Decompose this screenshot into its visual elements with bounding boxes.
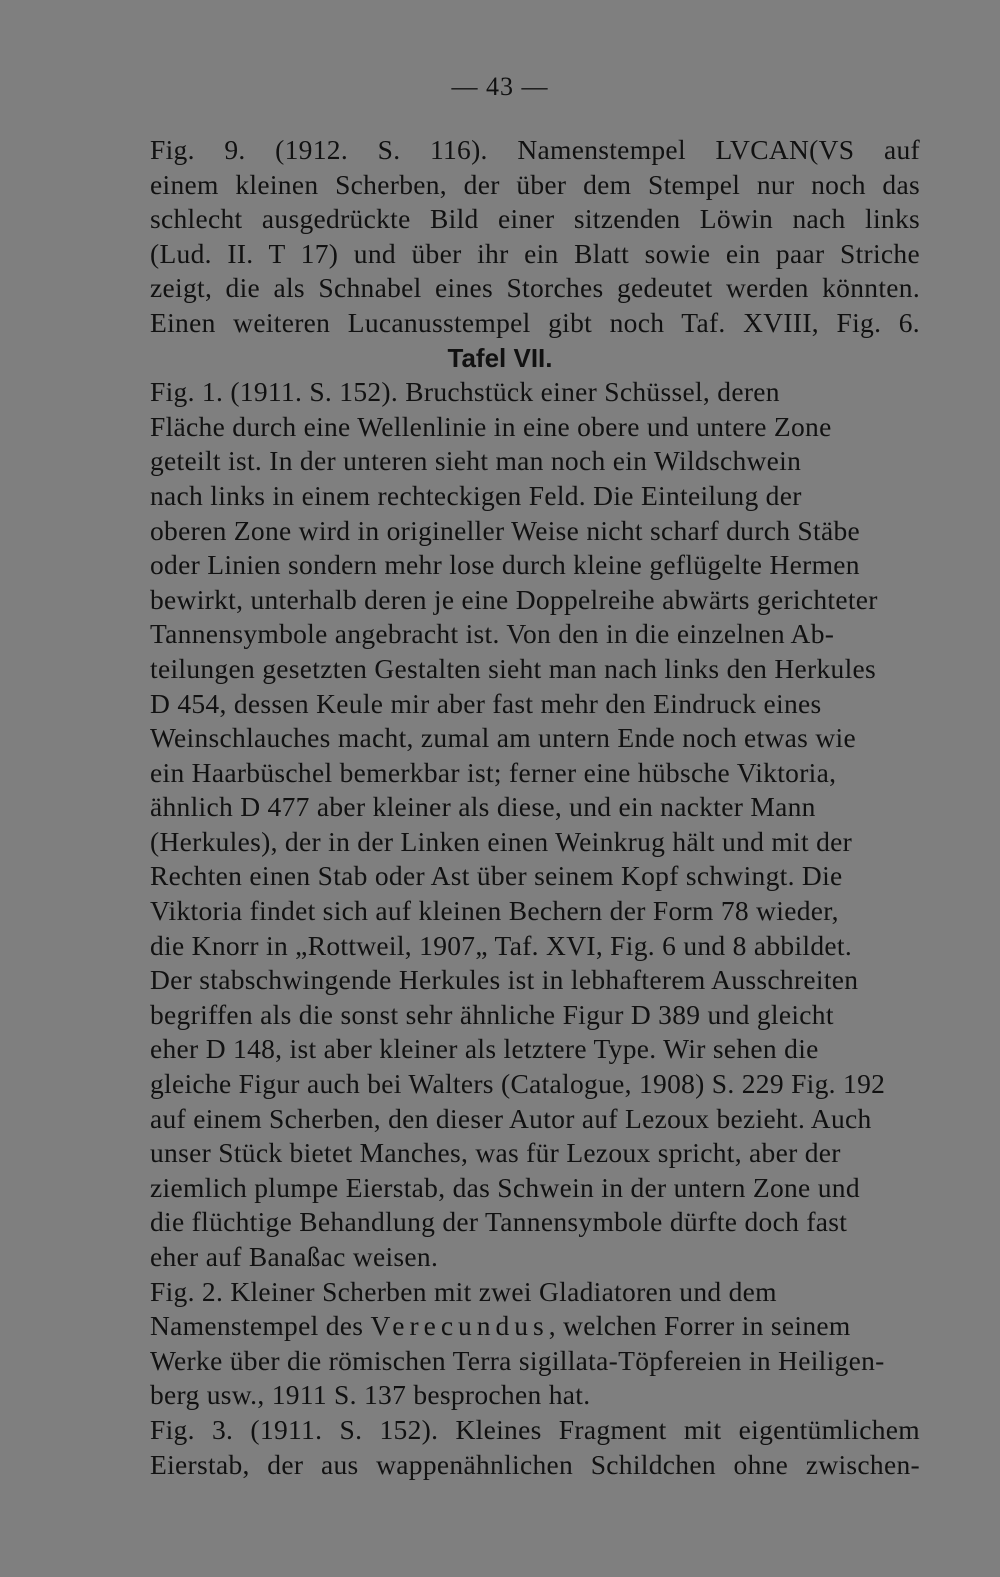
text-line: Fläche durch eine Wellenlinie in eine obere und untere Zone — [150, 410, 832, 442]
text-line: die flüchtige Behandlung der Tannensymbole dürfte doch fast — [150, 1206, 848, 1238]
text-line: gleiche Figur auch bei Walters (Catalogue, 1908) S. 229 Fig. 192 — [150, 1068, 886, 1100]
text-fragment: , welchen Forrer in seinem — [548, 1310, 851, 1342]
text-line: berg usw., 1911 S. 137 besprochen hat. — [150, 1379, 591, 1411]
text-line: oberen Zone wird in origineller Weise nicht scharf durch Stäbe — [150, 514, 861, 546]
body-text — [80, 133, 920, 1482]
text-line: eher auf Banaßac weisen. — [150, 1241, 439, 1272]
text-line: Werke über die römischen Terra sigillata-Töpfereien in Heiligen- — [150, 1344, 885, 1376]
text-line: Viktoria findet sich auf kleinen Bechern der Form 78 wieder, — [150, 895, 839, 927]
text-line: Rechten einen Stab oder Ast über seinem Kopf schwingt. Die — [150, 860, 843, 892]
text-line: Fig. 3. (1911. S. 152). Kleines Fragment mit eigentümlichem — [150, 1413, 920, 1445]
text-line: die Knorr in „Rottweil, 1907„ Taf. XVI, Fig. 6 und 8 abbildet. — [150, 929, 853, 961]
text-line: schlecht ausgedrückte Bild einer sitzenden Löwin nach links — [150, 203, 920, 235]
text-line: Tannensymbole angebracht ist. Von den in die einzelnen Ab- — [150, 618, 835, 650]
text-line: begriffen als die sonst sehr ähnliche Figur D 389 und gleicht — [150, 998, 834, 1030]
section-heading: Tafel VII. — [447, 342, 553, 373]
text-line: ähnlich D 477 aber kleiner als diese, und ein nackter Mann — [150, 791, 816, 823]
text-line: unser Stück bietet Manches, was für Lezoux spricht, aber der — [150, 1137, 841, 1169]
text-line: Einen weiteren Lucanusstempel gibt noch Taf. XVIII, Fig. 6. — [150, 306, 920, 338]
text-line: einem kleinen Scherben, der über dem Stempel nur noch das — [150, 168, 920, 200]
text-line: (Lud. II. T 17) und über ihr ein Blatt sowie ein paar Striche — [150, 237, 920, 269]
text-fragment: Namenstempel des — [150, 1310, 371, 1342]
text-line: (Herkules), der in der Linken einen Weinkrug hält und mit der — [150, 825, 853, 857]
text-line: bewirkt, unterhalb deren je eine Doppelreihe abwärts gerichteter — [150, 583, 878, 615]
text-line: auf einem Scherben, den dieser Autor auf Lezoux bezieht. Auch — [150, 1102, 872, 1134]
paragraph-fig-3 — [80, 1413, 920, 1482]
text-line: ein Haarbüschel bemerkbar ist; ferner eine hübsche Viktoria, — [150, 756, 837, 788]
text-line: nach links in einem rechteckigen Feld. Die Einteilung der — [150, 479, 802, 511]
text-line: Fig. 2. Kleiner Scherben mit zwei Gladiatoren und dem — [150, 1275, 777, 1307]
paragraph-fig-9 — [80, 133, 920, 341]
text-line: zeigt, die als Schnabel eines Storches gedeutet werden könnten. — [150, 272, 920, 304]
paragraph-fig-1 — [80, 375, 920, 1274]
text-line: Der stabschwingende Herkules ist in lebhafterem Ausschreiten — [150, 964, 859, 996]
text-line: Fig. 1. (1911. S. 152). Bruchstück einer Schüssel, deren — [150, 376, 780, 408]
text-line: teilungen gesetzten Gestalten sieht man nach links den Herkules — [150, 652, 877, 684]
text-line: Weinschlauches macht, zumal am untern Ende noch etwas wie — [150, 722, 856, 754]
text-line: Fig. 9. (1912. S. 116). Namenstempel LVCAN(VS auf — [150, 134, 920, 165]
spaced-potter-name: Verecundus — [370, 1310, 549, 1342]
text-line-with-spaced-name — [80, 1309, 920, 1344]
paragraph-fig-2 — [80, 1275, 920, 1413]
text-line: oder Linien sondern mehr lose durch kleine geflügelte Hermen — [150, 549, 860, 581]
page-number: — 43 — — [451, 72, 549, 101]
text-line: ziemlich plumpe Eierstab, das Schwein in der untern Zone und — [150, 1171, 860, 1203]
text-line: D 454, dessen Keule mir aber fast mehr den Eindruck eines — [150, 687, 822, 719]
text-line: eher D 148, ist aber kleiner als letztere Type. Wir sehen die — [150, 1033, 819, 1065]
text-line: Eierstab, der aus wappenähnlichen Schildchen ohne zwischen- — [150, 1448, 920, 1480]
text-line: geteilt ist. In der unteren sieht man noch ein Wildschwein — [150, 445, 802, 477]
